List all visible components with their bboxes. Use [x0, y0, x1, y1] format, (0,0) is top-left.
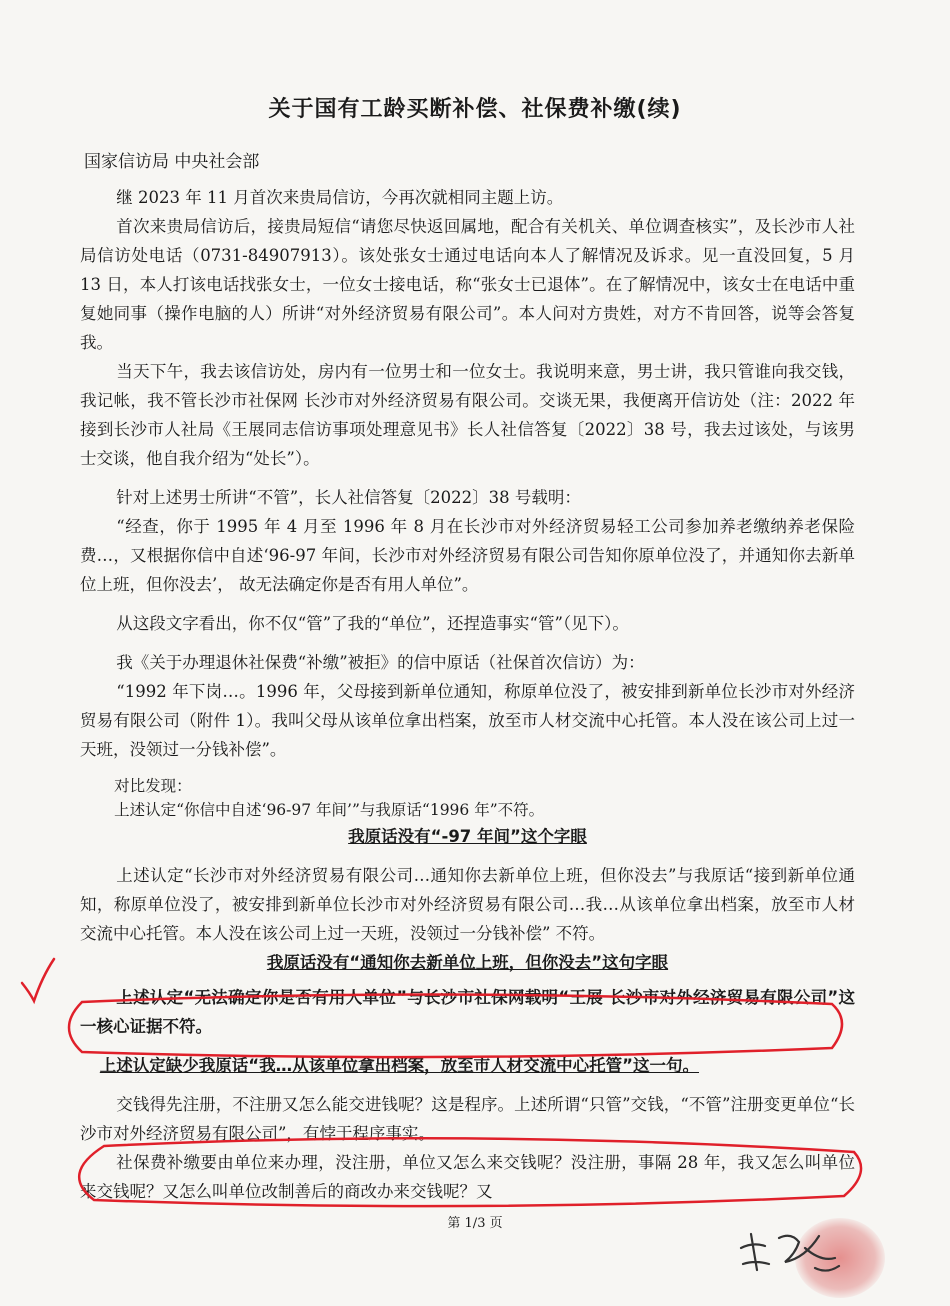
- recipient-line: 国家信访局 中央社会部: [84, 152, 260, 172]
- paragraph: 对比发现：: [114, 777, 192, 795]
- emphasis-line: 我原话没有“-97 年间”这个字眼: [348, 827, 587, 846]
- underlined-paragraph: 上述认定缺少我原话“我…从该单位拿出档案，放至市人材交流中心托管”这一句。: [99, 1056, 699, 1075]
- paragraph: 交钱得先注册，不注册又怎么能交进钱呢？这是程序。上述所谓“只管”交钱，“不管”注册变更单位“长沙市对外经济贸易有限公司”，有悖于程序事实。: [80, 1095, 855, 1143]
- paragraph: 我《关于办理退休社保费“补缴”被拒》的信中原话（社保首次信访）为：: [116, 653, 645, 672]
- emphasis-line: 我原话没有“通知你去新单位上班，但你没去”这句字眼: [266, 953, 669, 972]
- paragraph: 上述认定“你信中自述‘96-97 年间’”与我原话“1996 年”不符。: [114, 801, 545, 819]
- document-title: 关于国有工龄买断补偿、社保费补缴(续): [268, 97, 682, 122]
- circled-paragraph: 社保费补缴要由单位来办理，没注册，单位又怎么来交钱呢？没注册，事隔 28 年，我又怎么叫单位来交钱呢？又怎么叫单位改制善后的商改办来交钱呢？又: [80, 1153, 855, 1201]
- circled-paragraph: 上述认定“无法确定你是否有用人单位”与长沙市社保网载明“王展 长沙市对外经济贸易有限公司”这一核心证据不符。: [80, 988, 855, 1036]
- paragraph: 继 2023 年 11 月首次来贵局信访，今再次就相同主题上访。: [116, 188, 564, 207]
- red-seal-stamp: [795, 1218, 885, 1298]
- red-checkmark-icon: [18, 955, 58, 1005]
- paragraph: 从这段文字看出，你不仅“管”了我的“单位”，还捏造事实“管”（见下）。: [116, 614, 629, 633]
- paragraph: 首次来贵局信访后，接贵局短信“请您尽快返回属地，配合有关机关、单位调查核实”，及长沙市人社局信访处电话（0731-84907913）。该处张女士通过电话向本人了解情况及诉求。见一直没回复，5 月 13 日，本人打该电话找张女士，一位女士接电话，称“张女士已退体”。在了解情况中，该女士在电话中重复她同事（操作电脑的人）所讲“对外经济贸易有限公司”。本人问对方贵姓，对方不肯回答，说等会答复我。: [80, 217, 855, 352]
- paragraph: 上述认定“长沙市对外经济贸易有限公司…通知你去新单位上班，但你没去”与我原话“接到新单位通知，称原单位没了，被安排到新单位长沙市对外经济贸易有限公司…我…从该单位拿出档案，放至市人材交流中心托管。本人没在该公司上过一天班，没领过一分钱补偿” 不符。: [80, 866, 855, 943]
- document-body: [80, 183, 855, 1206]
- paragraph: “经查，你于 1995 年 4 月至 1996 年 8 月在长沙市对外经济贸易轻工公司参加养老缴纳养老保险费…，又根据你信中自述‘96-97 年间，长沙市对外经济贸易有限公司告知你原单位没了，并通知你去新单位上班，但你没去’， 故无法确定你是否有用人单位”。: [80, 517, 855, 594]
- paragraph: 针对上述男士所讲“不管”，长人社信答复〔2022〕38 号载明：: [116, 488, 581, 507]
- page-footer: 第 1/3 页: [447, 1216, 503, 1231]
- paragraph: “1992 年下岗…。1996 年，父母接到新单位通知，称原单位没了，被安排到新单位长沙市对外经济贸易有限公司（附件 1）。我叫父母从该单位拿出档案，放至市人材交流中心托管。本人没在该公司上过一天班，没领过一分钱补偿”。: [80, 682, 855, 759]
- paragraph: 当天下午，我去该信访处，房内有一位男士和一位女士。我说明来意，男士讲，我只管谁向我交钱，我记帐，我不管长沙市社保网 长沙市对外经济贸易有限公司。交谈无果，我便离开信访处（注：2022 年接到长沙市人社局《王展同志信访事项处理意见书》长人社信答复〔2022〕38 号，我去过该处，与该男士交谈，他自我介绍为“处长”）。: [80, 362, 855, 468]
